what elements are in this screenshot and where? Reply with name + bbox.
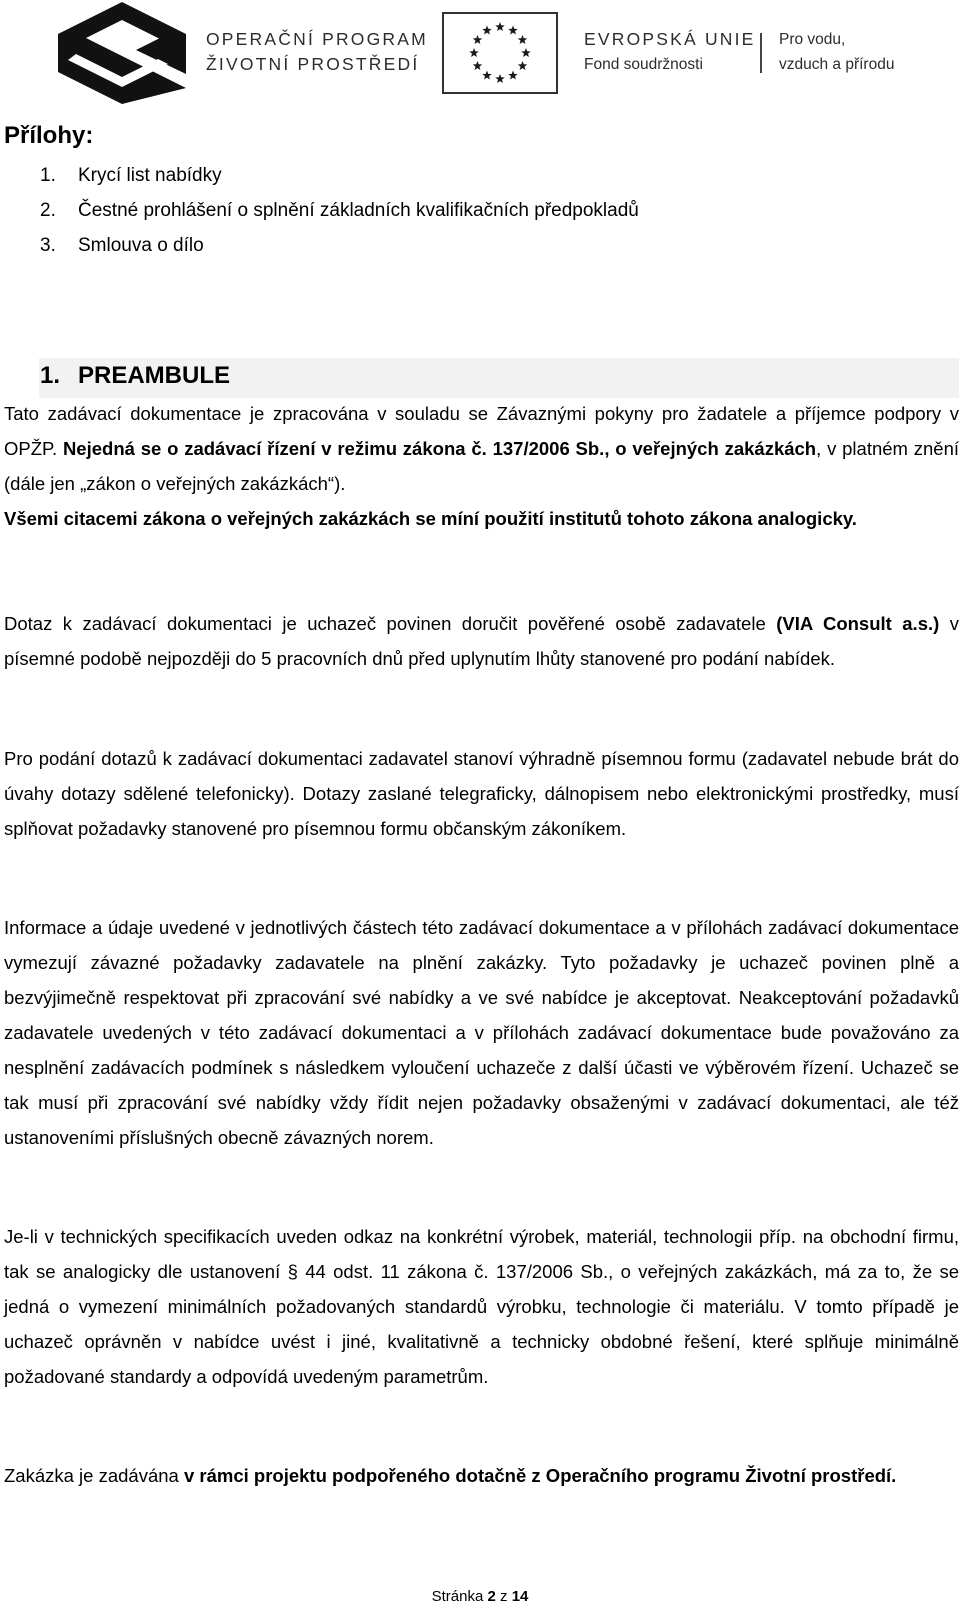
text-run: Je-li v technických specifikacích uveden odkaz na konkrétní výrobek, materiál, technologii příp. na obchodní firmu, tak se analogicky dle ustanovení § 44 odst. 11 zákona č. 137/2006 Sb., o veřejných zakázkách, má za to, že se jedná o vymezení minimálních požadovaných standardů výrobku, technologie či materiálu. V tomto případě je uchazeč oprávněn v nabídce uvést i jiné, kvalitativně a technicky obdobné řešení, které splňuje minimálně požadované standardy a odpovídá uvedeným parametrům. (4, 1226, 959, 1387)
document-header (0, 0, 960, 108)
eu-name (584, 27, 756, 77)
text-run: Pro podání dotazů k zadávací dokumentaci zadavatel stanoví výhradně písemnou formu (zadavatel nebude brát do úvahy dotazy sdělené telefonicky). Dotazy zaslané telegraficky, dálnopisem nebo elektronickými prostředky, musí splňovat požadavky stanovené pro písemnou formu občanským zákoníkem. (4, 748, 959, 839)
eu-star-icon (495, 74, 505, 83)
paragraph-preamble (4, 396, 959, 501)
eu-star-icon (473, 35, 483, 44)
eu-star-icon (482, 25, 492, 34)
program-line-2: ŽIVOTNÍ PROSTŘEDÍ (206, 54, 420, 74)
text-run: Tato zadávací dokumentace je zpracována v souladu se Závaznými pokyny pro žadatele a příjemce podpory v OPŽP. (4, 403, 959, 459)
text-run: Nejedná se o zadávací řízení v režimu zákona č. 137/2006 Sb. (62, 438, 605, 459)
eu-star-icon (482, 71, 492, 80)
eu-flag-icon (444, 14, 556, 92)
section-heading: 1. PREAMBULE (40, 362, 231, 389)
eu-star-icon (518, 35, 528, 44)
page-total: 14 (511, 1588, 529, 1605)
page-label: Stránka (431, 1588, 488, 1605)
list-item: 1. Krycí list nabídky (40, 165, 222, 186)
eu-star-icon (469, 48, 479, 57)
text-run: v písemné podobě nejpozději do 5 pracovních dnů před uplynutím lhůty stanovené pro podání nabídek. (4, 613, 959, 669)
paragraph-questions-form (4, 741, 959, 846)
attachments-list (40, 158, 639, 263)
text-run: v rámci projektu podpořeného dotačně z Operačního programu Životní prostředí. (183, 1465, 897, 1486)
paragraph-questions-delivery (4, 606, 959, 676)
page-footer (0, 1587, 960, 1607)
eu-line-1: EVROPSKÁ UNIE (584, 29, 756, 49)
eu-star-icon (508, 25, 518, 34)
text-run: , v platném znění (dále jen „zákon o veřejných zakázkách“). (4, 438, 960, 494)
attachments-heading: Přílohy: (4, 122, 94, 149)
text-run: Všemi citacemi zákona o veřejných zakázkách se míní použití institutů tohoto zákona analogicky. (4, 508, 857, 529)
eu-line-2: Fond soudržnosti (584, 56, 703, 73)
text-run: (VIA Consult a.s.) (776, 613, 940, 634)
paragraph-citations (4, 501, 959, 536)
paragraph-requirements (4, 910, 959, 1155)
text-run: Zakázka je zadávána (4, 1465, 184, 1486)
paragraph-project-funding (4, 1458, 959, 1493)
eu-star-icon (473, 61, 483, 70)
program-line-1: OPERAČNÍ PROGRAM (206, 29, 428, 49)
page-separator: z (495, 1588, 512, 1605)
tagline-line-2: vzduch a přírodu (779, 56, 895, 73)
opzp-logo-icon (58, 2, 186, 104)
tagline (779, 27, 894, 77)
eu-star-icon (521, 48, 531, 57)
text-run: Informace a údaje uvedené v jednotlivých částech této zadávací dokumentace a v přílohách zadávací dokumentace vymezují závazné požadavky zadavatele na plnění zakázky. Tyto požadavky je uchazeč povinen plně a bezvýjimečně respektovat při zpracování své nabídky a ve své nabídce je akceptovat. Neakceptování požadavků zadavatele uvedených v této zadávací dokumentaci a v přílohách zadávací dokumentace bude považováno za nesplnění zadávacích podmínek s následkem vyloučení uchazeče z další účasti ve výběrovém řízení. Uchazeč se tak musí při zpracování své nabídky vždy řídit nejen požadavky obsaženými v zadávací dokumentaci, ale též ustanoveními příslušných obecně závazných norem. (4, 917, 959, 1148)
eu-star-icon (518, 61, 528, 70)
page-current: 2 (487, 1588, 496, 1605)
list-item: 2. Čestné prohlášení o splnění základních kvalifikačních předpokladů (40, 200, 639, 221)
eu-star-icon (495, 22, 505, 31)
eu-star-icon (508, 71, 518, 80)
eu-flag-frame (442, 12, 558, 94)
tagline-line-1: Pro vodu, (779, 31, 846, 48)
text-run: Dotaz k zadávací dokumentaci je uchazeč povinen doručit pověřené osobě zadavatele (4, 613, 777, 634)
header-divider (760, 33, 762, 73)
list-item: 3. Smlouva o dílo (40, 235, 204, 256)
text-run: , o veřejných zakázkách (604, 438, 817, 459)
program-name (206, 27, 428, 77)
paragraph-technical-specs (4, 1219, 959, 1394)
